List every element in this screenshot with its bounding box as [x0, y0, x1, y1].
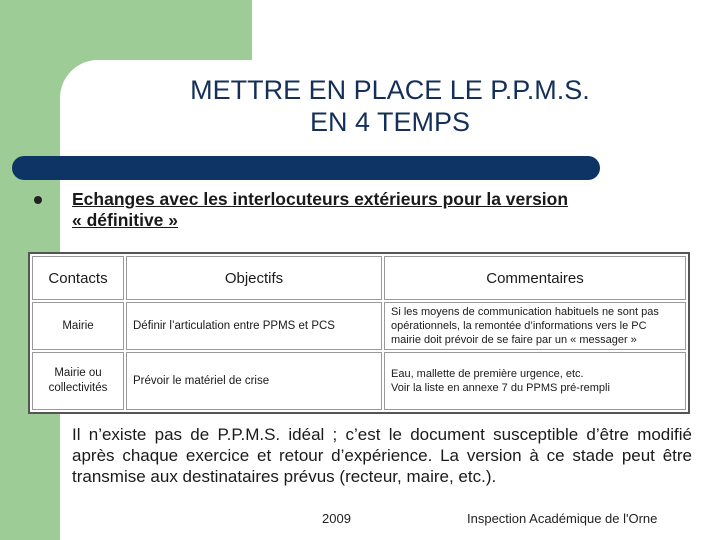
- header-contacts: Contacts: [32, 256, 124, 300]
- comment-line: Si les moyens de communication habituels ne sont pas opérationnels, la remontée d’informations vers le PC mairie doit prévoir de se faire par un « messager »: [391, 306, 659, 346]
- comment-line: Eau, mallette de première urgence, etc.: [391, 368, 584, 380]
- bullet-text-part-1: Echanges avec les interlocuteurs extérieurs pour la version: [72, 189, 569, 209]
- table-row: [32, 302, 686, 350]
- title-line-1: METTRE EN PLACE LE P.P.M.S.: [190, 75, 590, 105]
- header-objectifs: Objectifs: [126, 256, 382, 300]
- contact-cell: Mairie ou collectivités: [32, 352, 124, 410]
- bullet-text: [72, 189, 672, 231]
- footer-year: 2009: [322, 511, 351, 526]
- comment-cell: [384, 352, 686, 410]
- table-header-row: [32, 256, 686, 300]
- table-row: [32, 352, 686, 410]
- objective-cell: Définir l’articulation entre PPMS et PCS: [126, 302, 382, 350]
- title-line-2: EN 4 TEMPS: [309, 107, 471, 137]
- footer-organization: Inspection Académique de l'Orne: [467, 511, 658, 526]
- comment-line: Voir la liste en annexe 7 du PPMS pré-rempli: [391, 382, 610, 394]
- header-commentaires: Commentaires: [384, 256, 686, 300]
- contact-cell: Mairie: [32, 302, 124, 350]
- slide-title: [60, 74, 720, 138]
- objective-cell: Prévoir le matériel de crise: [126, 352, 382, 410]
- notice-paragraph: Il n’existe pas de P.P.M.S. idéal ; c’est le document susceptible d’être modifié après chaque exercice et retour d’expérience. La version à ce stade peut être transmise aux destinataires prévus (recteur, maire, etc.).: [72, 425, 692, 486]
- contacts-table: [28, 252, 690, 414]
- bullet-dot-icon: [34, 196, 42, 204]
- title-divider-bar: [12, 156, 600, 180]
- comment-cell: [384, 302, 686, 350]
- bullet-text-part-2: « définitive »: [72, 210, 179, 230]
